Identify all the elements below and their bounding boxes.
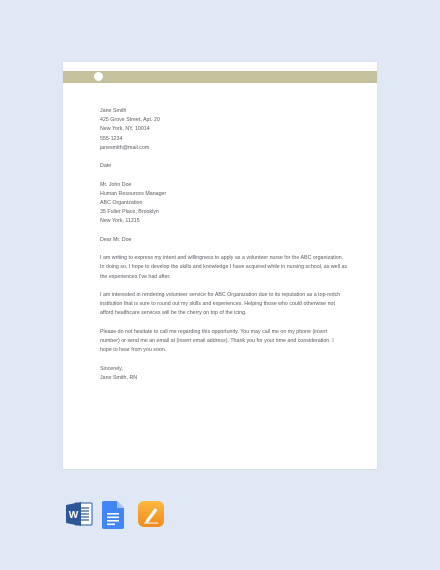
recipient-organization: ABC Organization	[100, 200, 143, 206]
signature: Jane Smith, RN	[100, 374, 138, 381]
paragraph-line: afford healthcare services will be the cherry on top of the icing.	[100, 310, 247, 317]
recipient-title: Human Resources Manager	[100, 190, 167, 197]
paragraph-intent	[100, 254, 350, 282]
paragraph-line: number) or send me an email at (insert email address). Thank you for your time and consideration. I	[100, 337, 334, 344]
paragraph-line: institution that is sure to round out my skills and experiences. Helping those who could otherwise not	[100, 301, 335, 308]
sender-street: 425 Grove Street, Apt. 20	[100, 117, 160, 124]
header-band-dot	[94, 72, 103, 81]
paragraph-interest	[100, 291, 350, 319]
recipient-city: New York, 11215	[100, 218, 140, 225]
microsoft-word-icon[interactable]	[66, 501, 93, 527]
closing: Sincerely,	[100, 365, 123, 372]
letter-date: Date	[100, 163, 112, 170]
paragraph-contact	[100, 328, 350, 356]
sender-address	[100, 107, 350, 153]
letter-body	[100, 107, 350, 383]
svg-text:W: W	[68, 510, 79, 521]
google-docs-icon[interactable]	[102, 501, 124, 529]
sender-name: Jane Smith	[100, 108, 127, 114]
letter-page	[63, 62, 377, 469]
recipient-address	[100, 181, 350, 227]
salutation: Dear Mr. Doe	[100, 236, 132, 243]
sender-city: New York, NY, 10014	[100, 126, 150, 133]
recipient-street: 35 Fuller Place, Brooklyn	[100, 209, 159, 216]
paragraph-line: the experiences I've had after.	[100, 273, 171, 280]
sender-email: janesmith@mail.com	[100, 144, 150, 151]
sender-phone: 555-1234	[100, 135, 123, 142]
header-band	[63, 71, 377, 83]
paragraph-line: In doing so, I hope to develop the skills and knowledge I have acquired while in nursing school, as well as	[100, 264, 348, 271]
paragraph-line: Please do not hesitate to call me regarding this opportunity. You may call me on my phone (insert	[100, 328, 328, 335]
recipient-name: Mr. John Doe	[100, 181, 132, 188]
paragraph-line: I am writing to express my intent and willingness to apply as a volunteer nurse for the ABC organization.	[100, 255, 344, 262]
paragraph-line: I am interested in rendering volunteer service for ABC Organization due to its reputation as a top-notch	[100, 291, 341, 298]
apple-pages-icon[interactable]	[138, 501, 164, 527]
paragraph-line: hope to hear from you soon.	[100, 347, 167, 354]
